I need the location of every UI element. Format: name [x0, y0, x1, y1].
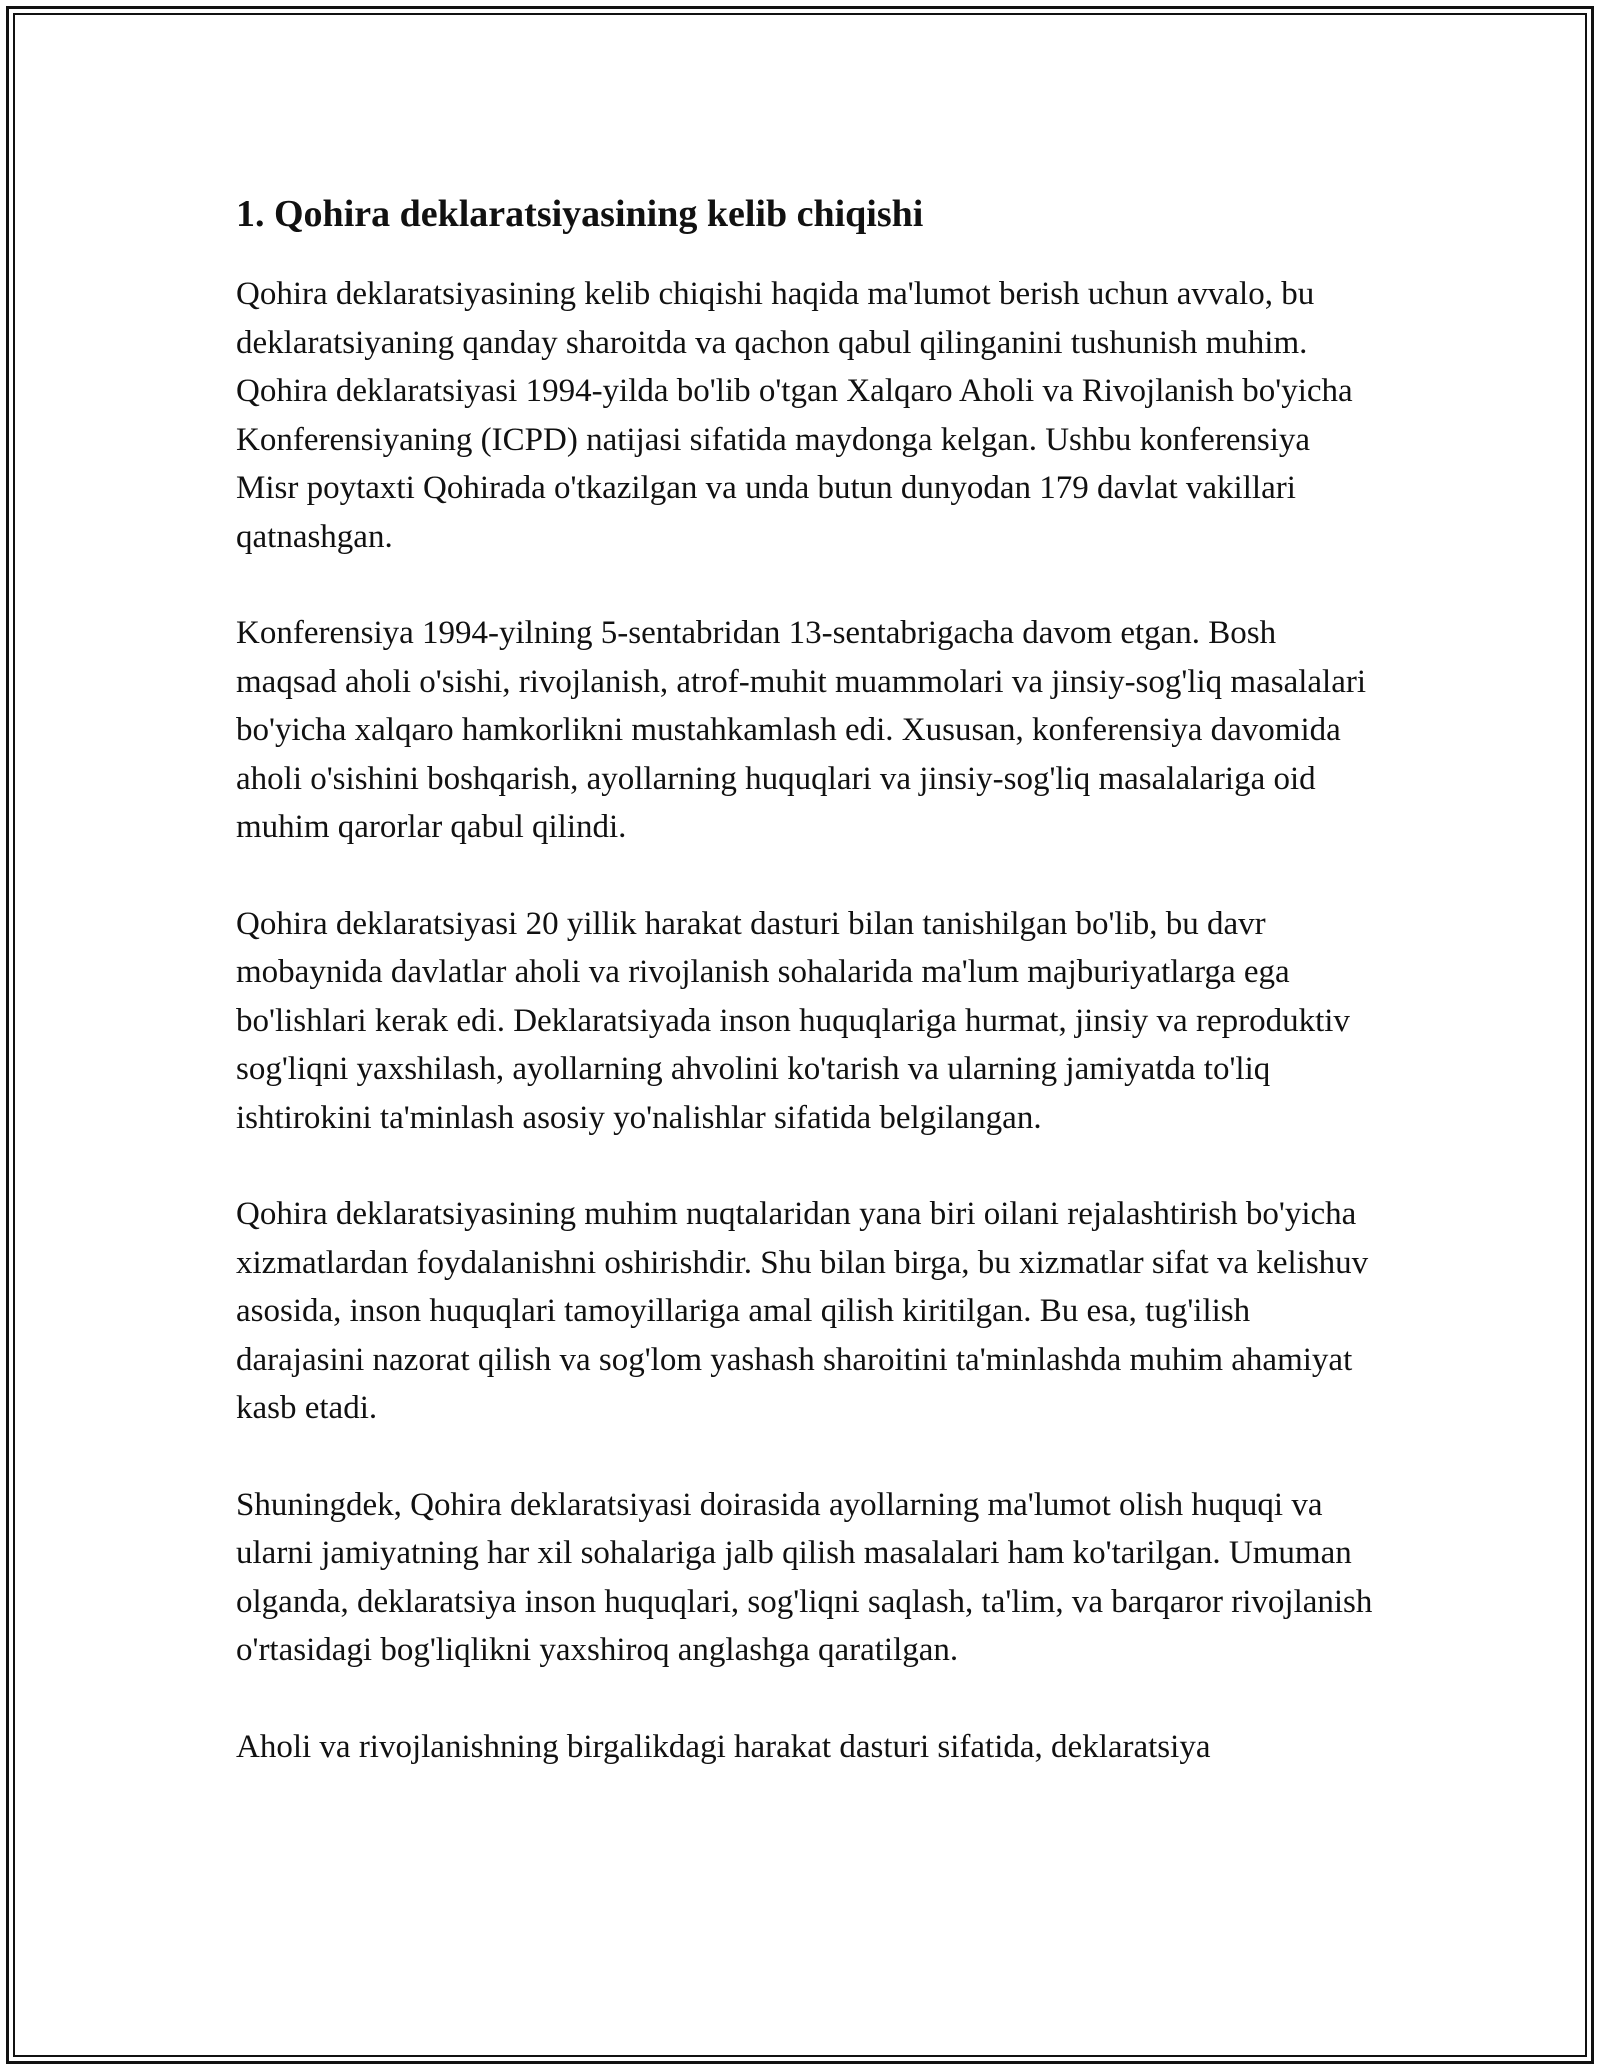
paragraph-2: Konferensiya 1994-yilning 5-sentabridan 13-sentabrigacha davom etgan. Bosh maqsad aholi o'sishi, rivojlanish, atrof-muhit muammolari va jinsiy-sog'liq masalalari bo'yicha xalqaro hamkorlikni mustahkamlash edi. Xususan, konferensiya davomida aholi o'sishini boshqarish, ayollarning huquqlari va jinsiy-sog'liq masalalariga oid muhim qarorlar qabul qilindi.: [236, 615, 1367, 845]
paragraph-3: Qohira deklaratsiyasi 20 yillik harakat dasturi bilan tanishilgan bo'lib, bu davr mobaynida davlatlar aholi va rivojlanish sohalarida ma'lum majburiyatlarga ega bo'lishlari kerak edi. Deklaratsiyada inson huquqlariga hurmat, jinsiy va reproduktiv sog'liqni yaxshilash, ayollarning ahvolini ko'tarish va ularning jamiyatda to'liq ishtirokini ta'minlash asosiy yo'nalishlar sifatida belgilangan.: [236, 905, 1350, 1136]
paragraph-6: Aholi va rivojlanishning birgalikdagi harakat dasturi sifatida, deklaratsiya: [236, 1728, 1211, 1765]
paragraph-4: Qohira deklaratsiyasining muhim nuqtalaridan yana biri oilani rejalashtirish bo'yicha xizmatlardan foydalanishni oshirishdir. Shu bilan birga, bu xizmatlar sifat va kelishuv asosida, inson huquqlari tamoyillariga amal qilish kiritilgan. Bu esa, tug'ilish darajasini nazorat qilish va sog'lom yashash sharoitini ta'minlashda muhim ahamiyat kasb etadi.: [236, 1196, 1369, 1426]
paragraph-5: Shuningdek, Qohira deklaratsiyasi doirasida ayollarning ma'lumot olish huquqi va ularni jamiyatning har xil sohalariga jalb qilish masalalari ham ko'tarilgan. Umuman olganda, deklaratsiya inson huquqlari, sog'liqni saqlash, ta'lim, va barqaror rivojlanish o'rtasidagi bog'liqlikni yaxshiroq anglashga qaratilgan.: [236, 1486, 1373, 1668]
paragraph-1: Qohira deklaratsiyasining kelib chiqishi haqida ma'lumot berish uchun avvalo, bu deklaratsiyaning qanday sharoitda va qachon qabul qilinganini tushunish muhim. Qohira deklaratsiyasi 1994-yilda bo'lib o'tgan Xalqaro Aholi va Rivojlanish bo'yicha Konferensiyaning (ICPD) natijasi sifatida maydonga kelgan. Ushbu konferensiya Misr poytaxti Qohirada o'tkazilgan va unda butun dunyodan 179 davlat vakillari qatnashgan.: [236, 276, 1353, 555]
section-heading: 1. Qohira deklaratsiyasining kelib chiqishi: [236, 193, 924, 235]
document-body: [236, 188, 1376, 1819]
